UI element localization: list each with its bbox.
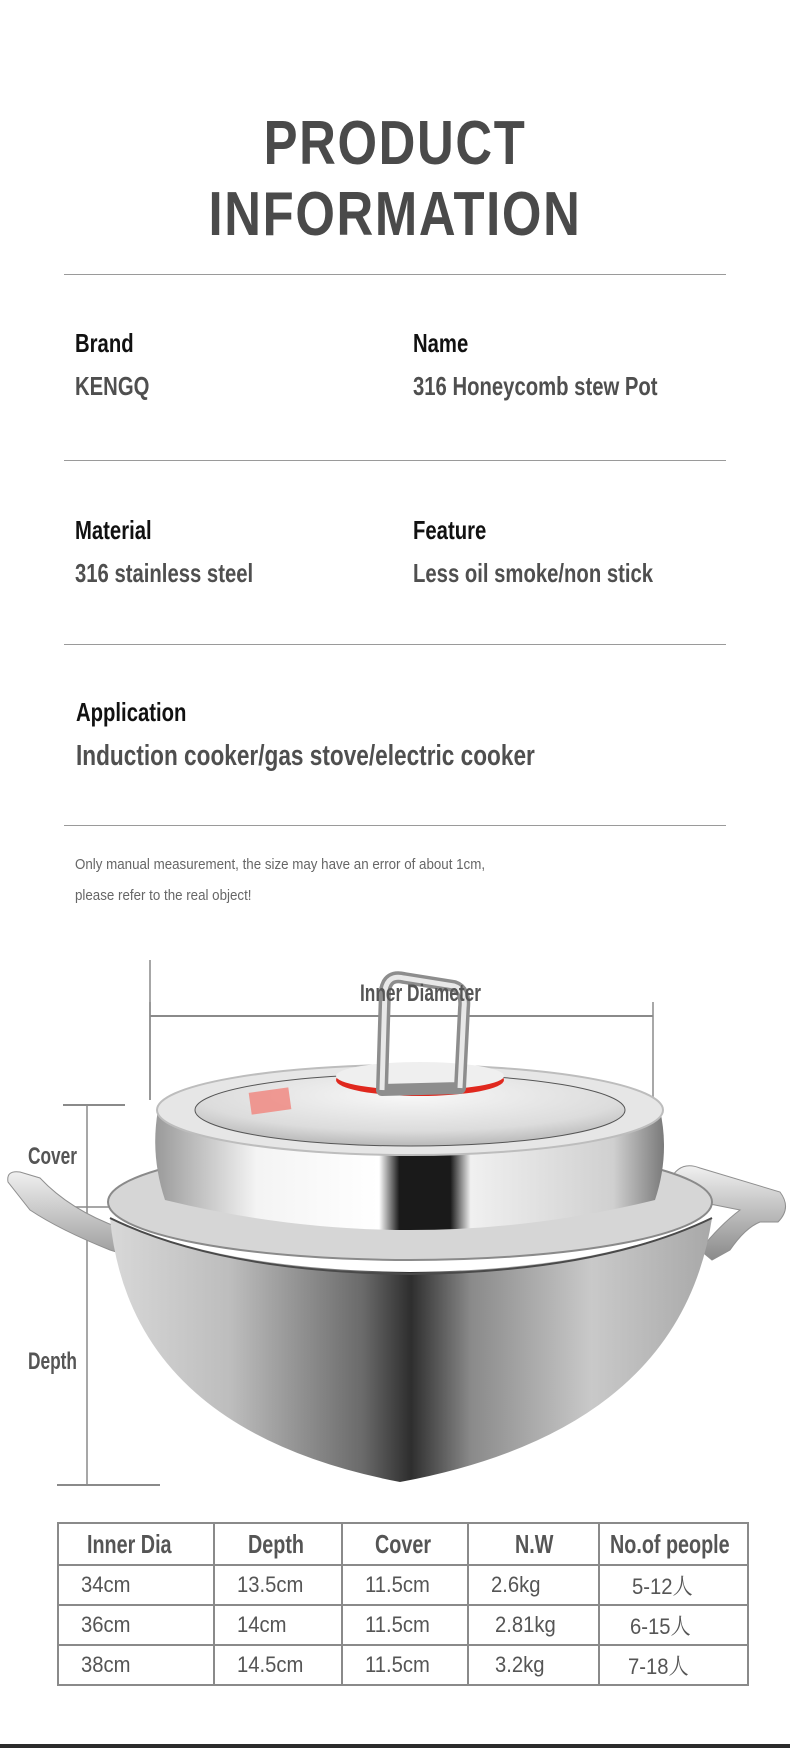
table-cell xyxy=(214,1605,342,1645)
spec-value: 316 stainless steel xyxy=(75,558,254,588)
table-cell xyxy=(468,1645,599,1685)
table-cell xyxy=(599,1565,748,1605)
spec-brand xyxy=(75,328,170,402)
depth-label: Depth xyxy=(28,1348,77,1375)
cell-net-weight: 3.2kg xyxy=(495,1652,545,1677)
header-net-weight: N.W xyxy=(515,1528,554,1559)
spec-value: Induction cooker/gas stove/electric cooker xyxy=(76,740,535,772)
cell-people: 7-18人 xyxy=(628,1653,689,1679)
column-header xyxy=(468,1523,599,1565)
spec-value: KENGQ xyxy=(75,371,150,401)
divider xyxy=(64,825,726,826)
table-cell xyxy=(342,1565,468,1605)
page-title: PRODUCT INFORMATION xyxy=(208,109,582,249)
cell-net-weight: 2.81kg xyxy=(495,1612,556,1637)
measurement-note-line2: please refer to the real object! xyxy=(75,888,252,904)
header-depth: Depth xyxy=(248,1528,305,1559)
column-header xyxy=(342,1523,468,1565)
column-header xyxy=(58,1523,214,1565)
cell-depth: 13.5cm xyxy=(237,1572,304,1597)
cell-people: 5-12人 xyxy=(632,1573,693,1599)
cell-inner-dia: 34cm xyxy=(81,1572,131,1597)
pot-illustration xyxy=(0,960,790,1500)
header-inner-dia: Inner Dia xyxy=(87,1528,172,1559)
table-cell xyxy=(468,1565,599,1605)
table-header-row xyxy=(58,1523,748,1565)
column-header xyxy=(599,1523,748,1565)
column-header xyxy=(214,1523,342,1565)
spec-label: Material xyxy=(75,515,152,545)
spec-label: Application xyxy=(76,697,187,727)
table-cell xyxy=(58,1605,214,1645)
table-row xyxy=(58,1565,748,1605)
table-cell xyxy=(342,1645,468,1685)
spec-value: 316 Honeycomb stew Pot xyxy=(413,371,658,401)
table-cell xyxy=(58,1565,214,1605)
table-cell xyxy=(599,1645,748,1685)
cover-label: Cover xyxy=(28,1143,77,1170)
cell-cover: 11.5cm xyxy=(365,1612,430,1637)
cell-depth: 14cm xyxy=(237,1612,287,1637)
table-cell xyxy=(468,1605,599,1645)
cell-net-weight: 2.6kg xyxy=(491,1572,541,1597)
spec-name xyxy=(413,328,727,402)
bottom-divider-bar xyxy=(0,1744,790,1748)
divider xyxy=(64,460,726,461)
cell-cover: 11.5cm xyxy=(365,1572,430,1597)
spec-value: Less oil smoke/non stick xyxy=(413,558,654,588)
spec-label: Name xyxy=(413,328,469,358)
spec-material xyxy=(75,515,303,589)
table-cell xyxy=(599,1605,748,1645)
table-row xyxy=(58,1645,748,1685)
cell-depth: 14.5cm xyxy=(237,1652,304,1677)
table-cell xyxy=(58,1645,214,1685)
header-cover: Cover xyxy=(375,1528,432,1559)
divider xyxy=(64,644,726,645)
spec-application xyxy=(76,697,664,773)
cell-inner-dia: 38cm xyxy=(81,1652,131,1677)
spec-label: Brand xyxy=(75,328,134,358)
table-cell xyxy=(214,1645,342,1685)
product-dimension-diagram xyxy=(0,960,790,1500)
spec-feature xyxy=(413,515,721,589)
table-row xyxy=(58,1605,748,1645)
divider xyxy=(64,274,726,275)
size-table xyxy=(57,1522,749,1686)
spec-label: Feature xyxy=(413,515,487,545)
cell-inner-dia: 36cm xyxy=(81,1612,131,1637)
inner-diameter-label: Inner Diameter xyxy=(360,980,482,1007)
cell-people: 6-15人 xyxy=(630,1613,691,1639)
cell-cover: 11.5cm xyxy=(365,1652,430,1677)
table-cell xyxy=(214,1565,342,1605)
measurement-note-line1: Only manual measurement, the size may have an error of about 1cm, xyxy=(75,857,486,873)
header-people: No.of people xyxy=(610,1528,730,1559)
table-cell xyxy=(342,1605,468,1645)
